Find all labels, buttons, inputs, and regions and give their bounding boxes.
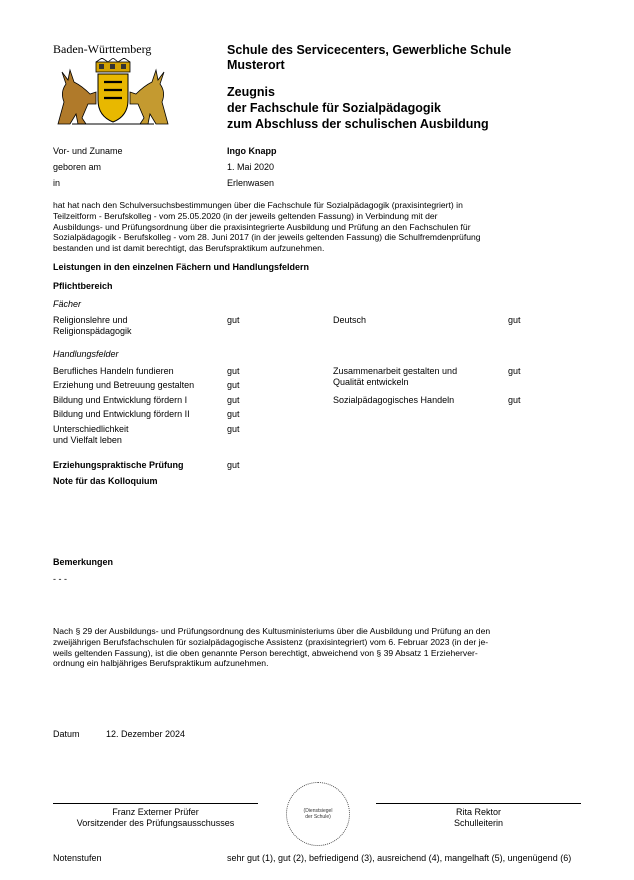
intro-line: hat hat nach den Schulversuchsbestimmungen über die Fachschule für Sozialpädagogik (praxisintegriert) in bbox=[53, 200, 463, 210]
subject-german-grade: gut bbox=[508, 315, 521, 325]
intro-line: Ausbildungs- und Prüfungsordnung über die praxisintegrierte Ausbildung und Prüfung an den Fachschulen für bbox=[53, 221, 471, 232]
subject-religion-line1: Religionslehre und bbox=[53, 315, 128, 325]
intro-line: Sozialpädagogik - Berufskolleg - vom 28. Juni 2017 (in der jeweils geltenden Fassung) die Schulfremdenprüfung bbox=[53, 232, 481, 243]
subject-religion-line2: Religionspädagogik bbox=[53, 326, 132, 336]
field-3: Bildung und Entwicklung fördern I bbox=[53, 395, 188, 405]
field-2-grade: gut bbox=[227, 380, 240, 390]
place-value: Erlenwasen bbox=[227, 178, 275, 188]
field-3-grade: gut bbox=[227, 395, 240, 405]
field-5-line2: und Vielfalt leben bbox=[53, 435, 122, 445]
field-r1-line2: Qualität entwickeln bbox=[333, 377, 409, 387]
certificate-subtitle-1: der Fachschule für Sozialpädagogik bbox=[227, 101, 441, 115]
grading-label: Notenstufen bbox=[53, 853, 102, 863]
name-value: Ingo Knapp bbox=[227, 146, 277, 156]
field-2: Erziehung und Betreuung gestalten bbox=[53, 380, 195, 390]
mandatory-heading: Pflichtbereich bbox=[53, 281, 113, 291]
seal-text-line2: der Schule) bbox=[305, 814, 331, 820]
name-label: Vor- und Zuname bbox=[53, 146, 123, 156]
school-name-line2: Musterort bbox=[227, 58, 285, 72]
signatory-right-role: Schulleiterin bbox=[453, 818, 504, 828]
intro-line: Teilzeitform - Berufskolleg - vom 25.05.2020 (in der jeweils geltenden Fassung) in Verbindung mit der bbox=[53, 210, 438, 221]
field-1: Berufliches Handeln fundieren bbox=[53, 366, 174, 376]
legal-line: weils geltenden Fassung), ist die oben genannte Person berechtigt, abweichend von § 39 Absatz 1 Erzieherver- bbox=[53, 647, 478, 658]
state-name: Baden-Württemberg bbox=[53, 42, 152, 56]
subjects-heading: Fächer bbox=[53, 299, 82, 309]
date-label: Datum bbox=[53, 729, 80, 739]
place-label: in bbox=[53, 178, 61, 188]
field-r2-grade: gut bbox=[508, 395, 521, 405]
legal-paragraph bbox=[53, 626, 598, 669]
legal-line: ordnung ein halbjähriges Berufspraktikum aufzunehmen. bbox=[53, 658, 269, 669]
subject-german: Deutsch bbox=[333, 315, 367, 325]
signature-line-left bbox=[53, 803, 258, 804]
signatory-left-role: Vorsitzender des Prüfungsausschusses bbox=[76, 818, 235, 828]
certificate-subtitle-2: zum Abschluss der schulischen Ausbildung bbox=[227, 117, 489, 131]
field-1-grade: gut bbox=[227, 366, 240, 376]
seal-placeholder bbox=[286, 782, 350, 846]
field-5-grade: gut bbox=[227, 424, 240, 434]
field-r1-line1: Zusammenarbeit gestalten und bbox=[333, 366, 458, 376]
date-value: 12. Dezember 2024 bbox=[106, 729, 186, 739]
field-5-line1: Unterschiedlichkeit bbox=[53, 424, 129, 434]
seal-text-line1: (Dienstsiegel bbox=[303, 808, 333, 814]
born-value: 1. Mai 2020 bbox=[227, 162, 275, 172]
practical-exam-label: Erziehungspraktische Prüfung bbox=[53, 460, 184, 470]
intro-line: bestanden und ist damit berechtigt, das Berufspraktikum aufzunehmen. bbox=[53, 243, 325, 254]
grading-scale: sehr gut (1), gut (2), befriedigend (3), ausreichend (4), mangelhaft (5), ungenügend (6) bbox=[227, 853, 572, 863]
colloquium-label: Note für das Kolloquium bbox=[53, 476, 158, 486]
practical-exam-grade: gut bbox=[227, 460, 240, 470]
legal-line: zweijährigen Berufsfachschulen für sozialpädagogische Assistenz (praxisintegriert) vom 6. Februar 2023 (in der je- bbox=[53, 636, 489, 647]
fields-heading: Handlungsfelder bbox=[53, 349, 119, 359]
field-r2: Sozialpädagogisches Handeln bbox=[333, 395, 455, 405]
field-r1-grade: gut bbox=[508, 366, 521, 376]
born-label: geboren am bbox=[53, 162, 102, 172]
subject-religion-grade: gut bbox=[227, 315, 240, 325]
signatory-right-name: Rita Rektor bbox=[455, 807, 501, 817]
field-4-grade: gut bbox=[227, 409, 240, 419]
field-4: Bildung und Entwicklung fördern II bbox=[53, 409, 190, 419]
coat-of-arms-icon bbox=[52, 58, 174, 128]
remarks-value: - - - bbox=[53, 574, 67, 584]
remarks-heading: Bemerkungen bbox=[53, 557, 114, 567]
performance-heading: Leistungen in den einzelnen Fächern und Handlungsfeldern bbox=[53, 262, 310, 272]
intro-paragraph bbox=[53, 200, 593, 254]
certificate-title: Zeugnis bbox=[227, 85, 275, 99]
signature-line-right bbox=[376, 803, 581, 804]
signatory-left-name: Franz Externer Prüfer bbox=[112, 807, 199, 817]
legal-line: Nach § 29 der Ausbildungs- und Prüfungsordnung des Kultusministeriums über die Ausbildung und Prüfung an den bbox=[53, 626, 491, 636]
school-name-line1: Schule des Servicecenters, Gewerbliche Schule bbox=[227, 43, 512, 57]
